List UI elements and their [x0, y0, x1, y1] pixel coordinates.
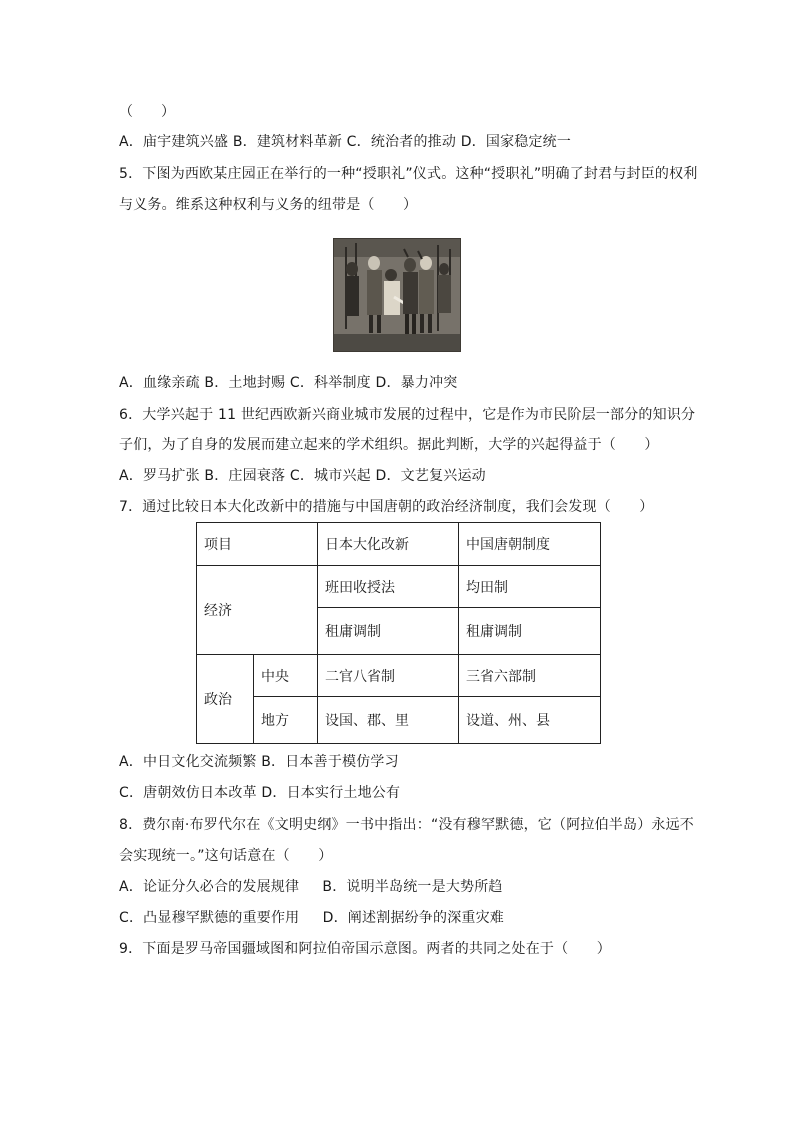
comparison-table — [196, 522, 601, 744]
q7-options-line2: C．唐朝效仿日本改革 D．日本实行土地公有 — [119, 785, 401, 801]
q5-stem-line2: 与义务。维系这种权利与义务的纽带是（ ） — [119, 197, 418, 213]
q6-options: A．罗马扩张 B．庄园衰落 C．城市兴起 D．文艺复兴运动 — [119, 468, 486, 484]
q4-options: A．庙宇建筑兴盛 B．建筑材料革新 C．统治者的推动 D．国家稳定统一 — [119, 134, 572, 150]
q4-answer-paren: （ ） — [119, 104, 175, 120]
table-row — [197, 566, 601, 608]
q5-options: A．血缘亲疏 B．土地封赐 C．科举制度 D．暴力冲突 — [119, 375, 458, 391]
q6-stem-line2: 子们，为了自身的发展而建立起来的学术组织。据此判断，大学的兴起得益于（ ） — [119, 437, 659, 453]
header-china: 中国唐朝制度 — [459, 523, 601, 566]
q7-stem: 7．通过比较日本大化改新中的措施与中国唐朝的政治经济制度，我们会发现（ ） — [119, 499, 654, 515]
table-header-row — [197, 523, 601, 566]
cell-central-japan: 二官八省制 — [318, 655, 459, 697]
q8-stem-line2: 会实现统一。”这句话意在（ ） — [119, 848, 333, 864]
row-label-politics: 政治 — [197, 655, 254, 744]
q8-options-line2: C．凸显穆罕默德的重要作用 D．阐述割据纷争的深重灾难 — [119, 910, 505, 926]
table-row — [197, 655, 601, 697]
header-japan: 日本大化改新 — [318, 523, 459, 566]
row-label-central: 中央 — [254, 655, 318, 697]
cell-local-japan: 设国、郡、里 — [318, 697, 459, 744]
cell-central-china: 三省六部制 — [459, 655, 601, 697]
row-label-local: 地方 — [254, 697, 318, 744]
q9-stem: 9．下面是罗马帝国疆域图和阿拉伯帝国示意图。两者的共同之处在于（ ） — [119, 941, 611, 957]
table-row — [197, 697, 601, 744]
cell-econ-china-2: 租庸调制 — [459, 608, 601, 655]
cell-econ-japan-1: 班田收授法 — [318, 566, 459, 608]
header-item: 项目 — [197, 523, 318, 566]
investiture-ceremony-image — [333, 238, 461, 352]
q6-stem-line1: 6．大学兴起于 11 世纪西欧新兴商业城市发展的过程中，它是作为市民阶层一部分的知识分 — [119, 407, 696, 423]
cell-econ-japan-2: 租庸调制 — [318, 608, 459, 655]
q5-stem-line1: 5．下图为西欧某庄园正在举行的一种“授职礼”仪式。这种“授职礼”明确了封君与封臣的权利 — [119, 166, 698, 182]
cell-local-china: 设道、州、县 — [459, 697, 601, 744]
cell-econ-china-1: 均田制 — [459, 566, 601, 608]
investiture-ceremony-illustration — [334, 239, 460, 351]
q7-options-line1: A．中日文化交流频繁 B．日本善于模仿学习 — [119, 754, 399, 770]
row-label-economy: 经济 — [197, 566, 318, 655]
q8-stem-line1: 8．费尔南·布罗代尔在《文明史纲》一书中指出：“没有穆罕默德，它（阿拉伯半岛）永远不 — [119, 817, 695, 833]
q8-options-line1: A．论证分久必合的发展规律 B．说明半岛统一是大势所趋 — [119, 879, 503, 895]
